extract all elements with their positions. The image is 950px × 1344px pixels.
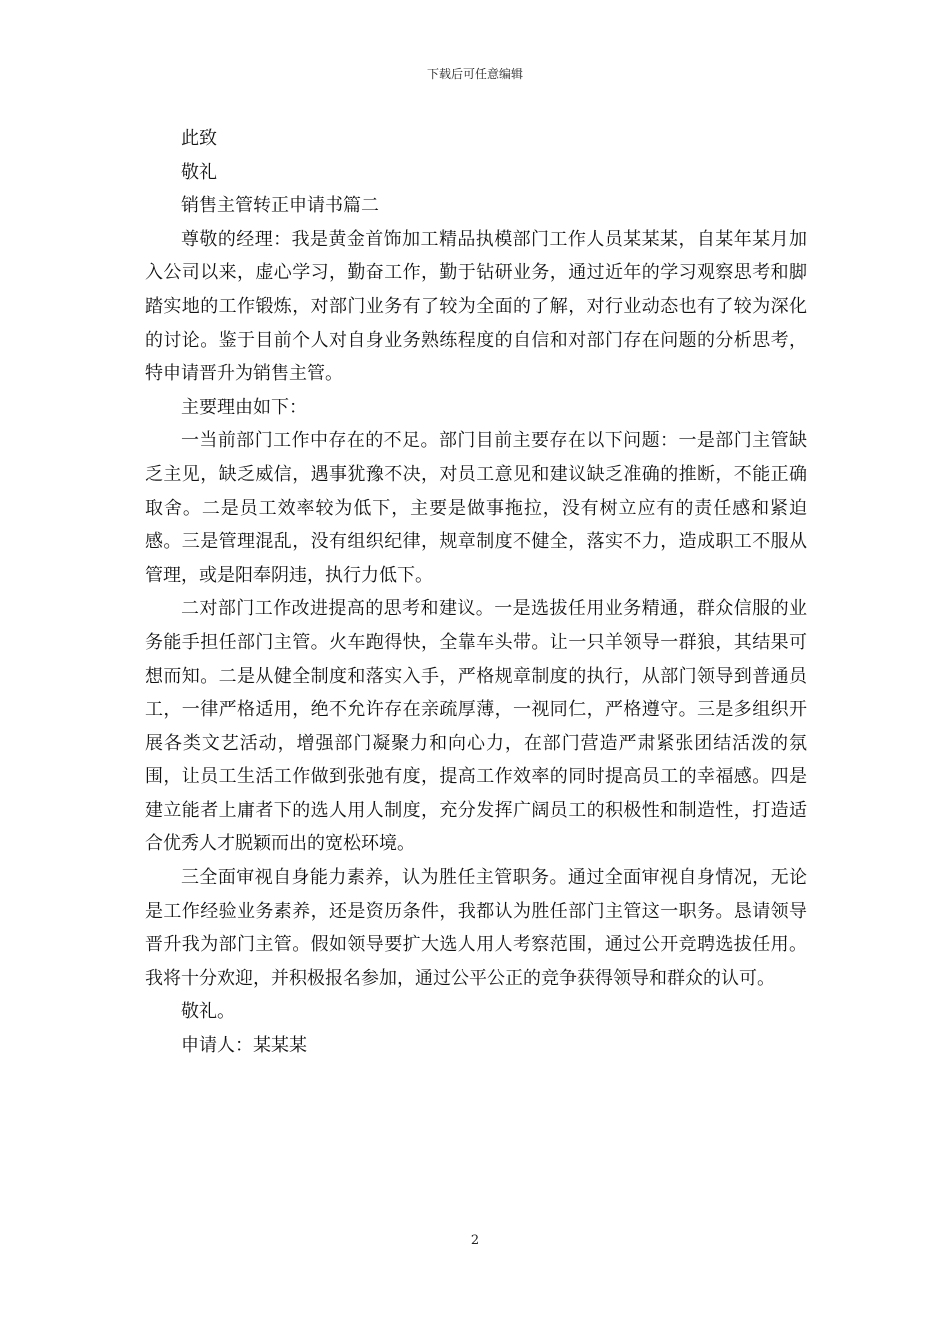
reasons-heading: 主要理由如下： <box>181 396 307 418</box>
document-body <box>145 122 807 1063</box>
page-number: 2 <box>470 1233 480 1248</box>
section-title: 销售主管转正申请书篇二 <box>181 195 379 217</box>
intro-paragraph: 尊敬的经理：我是黄金首饰加工精品执模部门工作人员某某某，自某年某月加入公司以来，虚心学习，勤奋工作，勤于钻研业务，通过近年的学习观察思考和脚踏实地的工作锻炼，对部门业务有了较为全面的了解，对行业动态也有了较为深化的讨论。鉴于目前个人对自身业务熟练程度的自信和对部门存在问题的分析思考，特申请晋升为销售主管。 <box>145 228 807 385</box>
applicant-signature-line: 申请人：某某某 <box>181 1035 307 1057</box>
final-regards: 敬礼。 <box>181 1001 235 1023</box>
closing-salutation: 此致 <box>181 128 217 149</box>
reason-one-paragraph: 一当前部门工作中存在的不足。部门目前主要存在以下问题：一是部门主管缺乏主见，缺乏威信，遇事犹豫不决，对员工意见和建议缺乏准确的推断，不能正确取舍。二是员工效率较为低下，主要是做事拖拉，没有树立应有的责任感和紧迫感。三是管理混乱，没有组织纪律，规章制度不健全，落实不力，造成职工不服从管理，或是阳奉阴违，执行力低下。 <box>145 430 807 586</box>
closing-regards: 敬礼 <box>181 161 217 183</box>
page-header-note: 下载后可任意编辑 <box>426 67 523 81</box>
reason-two-paragraph: 二对部门工作改进提高的思考和建议。一是选拔任用业务精通，群众信服的业务能手担任部门主管。火车跑得快，全靠车头带。让一只羊领导一群狼，其结果可想而知。二是从健全制度和落实入手，严格规章制度的执行，从部门领导到普通员工，一律严格适用，绝不允许存在亲疏厚薄，一视同仁，严格遵守。三是多组织开展各类文艺活动，增强部门凝聚力和向心力，在部门营造严肃紧张团结活泼的氛围，让员工生活工作做到张弛有度，提高工作效率的同时提高员工的幸福感。四是建立能者上庸者下的选人用人制度，充分发挥广阔员工的积极性和制造性，打造适合优秀人才脱颖而出的宽松环境。 <box>145 598 807 855</box>
reason-three-paragraph: 三全面审视自身能力素养，认为胜任主管职务。通过全面审视自身情况，无论是工作经验业务素养，还是资历条件，我都认为胜任部门主管这一职务。恳请领导晋升我为部门主管。假如领导要扩大选人用人考察范围，通过公开竞聘选拔任用。我将十分欢迎，并积极报名参加，通过公平公正的竞争获得领导和群众的认可。 <box>145 867 807 989</box>
